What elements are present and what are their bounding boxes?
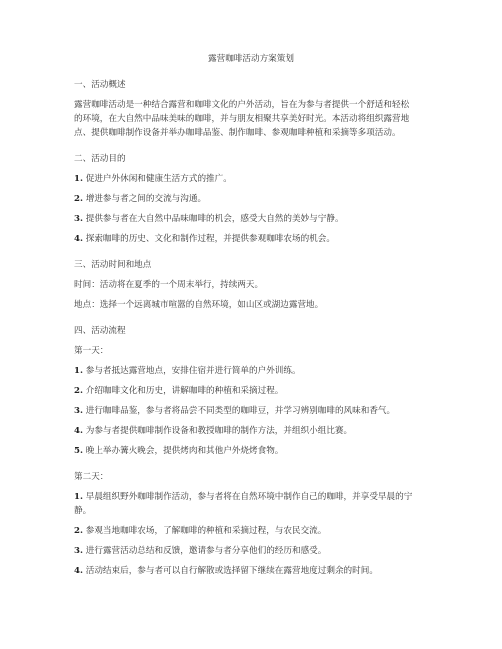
list-number: 3. <box>74 406 83 416</box>
day1-label: 第一天： <box>74 346 109 356</box>
list-text: 晚上举办篝火晚会，提供烤肉和其他户外烧烤食物。 <box>85 446 284 456</box>
list-text: 提供参与者在大自然中品味咖啡的机会，感受大自然的美妙与宁静。 <box>85 214 344 224</box>
list-text: 促进户外休闲和健康生活方式的推广。 <box>85 174 232 184</box>
overview-paragraph-line: 的环境，在大自然中品味美味的咖啡，并与朋友相聚共享美好时光。本活动将组织露营地 <box>74 114 410 124</box>
section-heading-purpose: 二、活动目的 <box>74 154 126 164</box>
list-number: 3. <box>74 546 83 556</box>
list-number: 1. <box>74 366 83 376</box>
list-item-continuation: 静。 <box>74 506 92 516</box>
list-number: 4. <box>74 566 83 576</box>
list-text: 参观当地咖啡农场，了解咖啡的种植和采摘过程，与农民交流。 <box>85 526 327 536</box>
time-line: 时间：活动将在夏季的一个周末举行，持续两天。 <box>74 280 264 290</box>
place-line: 地点：选择一个远离城市喧嚣的自然环境，如山区或湖边露营地。 <box>74 300 324 310</box>
overview-paragraph-line: 露营咖啡活动是一种结合露营和咖啡文化的户外活动，旨在为参与者提供一个舒适和轻松 <box>74 100 410 110</box>
list-text: 介绍咖啡文化和历史，讲解咖啡的种植和采摘过程。 <box>85 386 284 396</box>
list-item <box>74 365 434 377</box>
list-text: 早晨组织野外咖啡制作活动，参与者将在自然环境中制作自己的咖啡，并享受早晨的宁 <box>85 492 413 502</box>
overview-paragraph-line: 点、提供咖啡制作设备并举办咖啡品鉴、制作咖啡、参观咖啡种植和采摘等多项活动。 <box>74 128 401 138</box>
list-item <box>74 425 434 437</box>
list-item <box>74 233 434 245</box>
list-item <box>74 565 434 577</box>
list-item <box>74 173 434 185</box>
list-number: 2. <box>74 526 83 536</box>
list-text: 增进参与者之间的交流与沟通。 <box>85 194 207 204</box>
list-text: 进行露营活动总结和反馈，邀请参与者分享他们的经历和感受。 <box>85 546 327 556</box>
section-heading-time-place: 三、活动时间和地点 <box>74 260 152 270</box>
list-text: 为参与者提供咖啡制作设备和教授咖啡的制作方法，并组织小组比赛。 <box>85 426 353 436</box>
day2-label: 第二天： <box>74 472 109 482</box>
list-item <box>74 491 434 503</box>
list-number: 3. <box>74 214 83 224</box>
section-heading-process: 四、活动流程 <box>74 326 126 336</box>
list-item <box>74 385 434 397</box>
list-item <box>74 213 434 225</box>
list-text: 探索咖啡的历史、文化和制作过程，并提供参观咖啡农场的机会。 <box>85 234 335 244</box>
list-number: 1. <box>74 174 83 184</box>
list-number: 4. <box>74 234 83 244</box>
list-number: 1. <box>74 492 83 502</box>
document-title: 露营咖啡活动方案策划 <box>208 54 294 64</box>
list-item <box>74 405 434 417</box>
list-item <box>74 445 434 457</box>
list-number: 2. <box>74 194 83 204</box>
list-item <box>74 545 434 557</box>
section-heading-overview: 一、活动概述 <box>74 80 126 90</box>
list-text: 活动结束后，参与者可以自行解散或选择留下继续在露营地度过剩余的时间。 <box>85 566 378 576</box>
list-number: 4. <box>74 426 83 436</box>
list-item <box>74 525 434 537</box>
list-text: 参与者抵达露营地点，安排住宿并进行简单的户外训练。 <box>85 366 301 376</box>
list-text: 进行咖啡品鉴，参与者将品尝不同类型的咖啡豆，并学习辨别咖啡的风味和香气。 <box>85 406 396 416</box>
list-number: 2. <box>74 386 83 396</box>
list-item <box>74 193 434 205</box>
list-number: 5. <box>74 446 83 456</box>
